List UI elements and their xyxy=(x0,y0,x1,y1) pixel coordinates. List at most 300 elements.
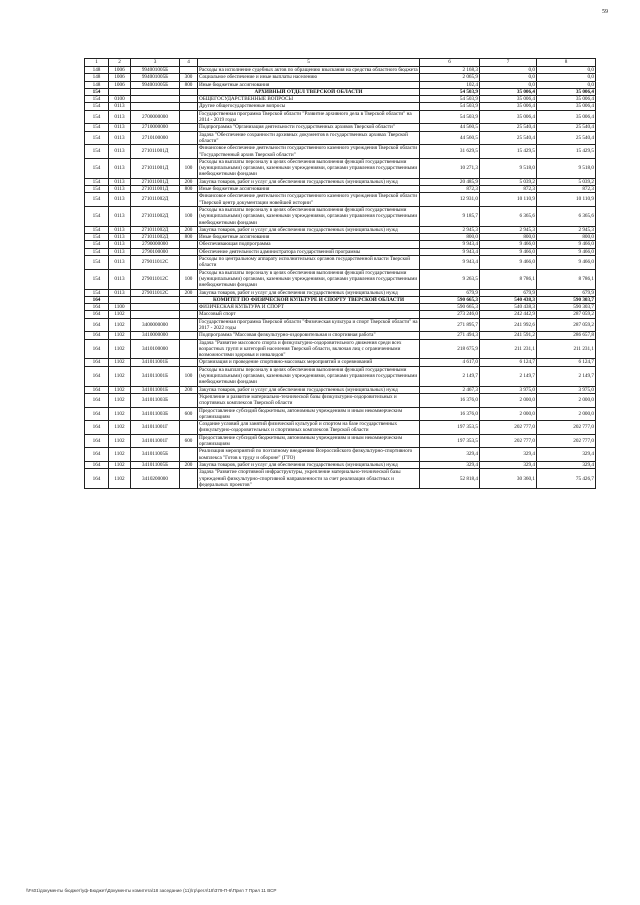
table-row xyxy=(85,311,596,318)
table-row xyxy=(85,269,596,289)
target-article-cell: 279011012С xyxy=(131,256,180,270)
amount-cell: 0,0 xyxy=(537,81,596,88)
table-row xyxy=(85,248,596,255)
amount-cell: 10 110,9 xyxy=(480,193,537,207)
amount-cell: 3 975,0 xyxy=(537,386,596,393)
table-row xyxy=(85,103,596,110)
target-article-cell: 2790100000 xyxy=(131,248,180,255)
amount-cell: 2 000,0 xyxy=(537,393,596,407)
description-cell: Государственная программа Тверской области "Физическая культура и спорт Тверской области" на 2017 - 2022 годы xyxy=(199,318,418,331)
expense-type-cell xyxy=(180,339,198,359)
target-article-cell: 2700000000 xyxy=(131,110,180,124)
table-row xyxy=(85,256,596,270)
target-article-cell: 341011003Б xyxy=(131,407,180,421)
expense-type-cell xyxy=(180,241,198,248)
amount-cell: 6 124,7 xyxy=(537,359,596,366)
amount-cell: 35 006,4 xyxy=(537,88,596,95)
target-article-cell: 271011001Д xyxy=(131,158,180,178)
table-row xyxy=(85,366,596,386)
amount-cell: 35 006,4 xyxy=(480,96,537,103)
description-cell: Предоставление субсидий бюджетным, автономным учреждениям и иным некоммерческим организациям xyxy=(198,407,420,421)
amount-cell: 590 303,7 xyxy=(537,296,596,303)
expense-type-cell: 600 xyxy=(180,434,198,448)
description-cell: Реализация мероприятий по поэтапному внедрению Всероссийского физкультурно-спортивного комплекса "Готов к труду и обороне" (ГТО) xyxy=(198,448,420,462)
description-cell: Другие общегосударственные вопросы xyxy=(198,103,420,110)
target-article-cell: 3410200000 xyxy=(131,469,180,489)
description-cell: Задача "Обеспечение сохранности архивных документов в государственных архивах Тверской области" xyxy=(198,131,420,145)
target-article-cell: 341011003Б xyxy=(131,393,180,407)
amount-cell: 9 518,0 xyxy=(537,158,596,178)
description-cell: Социальное обеспечение и иные выплаты населению xyxy=(198,74,420,81)
amount-cell: 9 263,5 xyxy=(420,269,480,289)
description-cell: Финансовое обеспечение деятельности государственного казенного учреждения Тверской области "Государственный архив Тверской области" xyxy=(198,145,420,159)
admin-code-cell: 154 xyxy=(85,241,109,248)
description-cell: Создание условий для занятий физической культурой и спортом на базе государственных физкультурно-оздоровительных и спортивных комплексов Тверской области xyxy=(198,421,420,435)
section-code-cell: 0113 xyxy=(109,186,131,193)
amount-cell: 329,4 xyxy=(537,461,596,468)
amount-cell: 329,4 xyxy=(480,448,537,462)
section-code-cell: 0113 xyxy=(109,145,131,159)
admin-code-cell: 154 xyxy=(85,256,109,270)
admin-code-cell: 154 xyxy=(85,178,109,185)
table-row xyxy=(85,386,596,393)
admin-code-cell: 164 xyxy=(85,434,109,448)
section-code-cell: 1006 xyxy=(109,74,131,81)
description-cell: Закупка товаров, работ и услуг для обеспечения государственных (муниципальных) нужд xyxy=(198,461,420,468)
amount-cell: 0,0 xyxy=(537,74,596,81)
table-row xyxy=(85,234,596,241)
section-code-cell: 0113 xyxy=(109,131,131,145)
amount-cell: 16 376,0 xyxy=(420,393,480,407)
expense-type-cell xyxy=(180,359,198,366)
target-article-cell: 2790000000 xyxy=(131,241,180,248)
admin-code-cell: 164 xyxy=(85,461,109,468)
amount-cell: 590 665,3 xyxy=(420,296,480,303)
amount-cell: 25 540,4 xyxy=(480,124,537,131)
amount-cell: 9 466,0 xyxy=(537,248,596,255)
amount-cell: 872,3 xyxy=(420,186,480,193)
amount-cell: 2 945,3 xyxy=(480,226,537,233)
admin-code-cell: 164 xyxy=(85,421,109,435)
amount-cell: 590 303,7 xyxy=(537,304,596,311)
section-code-cell: 1006 xyxy=(109,81,131,88)
section-code-cell: 0113 xyxy=(109,206,131,226)
admin-code-cell: 164 xyxy=(85,448,109,462)
amount-cell: 9 466,0 xyxy=(480,256,537,270)
section-code-cell: 1102 xyxy=(109,386,131,393)
amount-cell: 540 438,3 xyxy=(480,304,537,311)
target-article-cell: 271011001Д xyxy=(131,178,180,185)
expense-type-cell xyxy=(180,103,198,110)
amount-cell: 2 945,3 xyxy=(420,226,480,233)
expense-type-cell xyxy=(180,131,198,145)
amount-cell: 5 039,2 xyxy=(537,178,596,185)
column-header: 2 xyxy=(109,59,131,67)
expense-type-cell: 200 xyxy=(180,461,198,468)
amount-cell: 9 518,0 xyxy=(480,158,537,178)
amount-cell: 16 376,0 xyxy=(420,407,480,421)
table-row xyxy=(85,193,596,207)
section-code-cell: 1102 xyxy=(109,393,131,407)
amount-cell: 30 360,1 xyxy=(480,469,537,489)
target-article-cell xyxy=(131,103,180,110)
section-code-cell: 1102 xyxy=(109,421,131,435)
amount-cell: 2 149,7 xyxy=(537,366,596,386)
section-code-cell: 0113 xyxy=(109,226,131,233)
amount-cell: 197 353,5 xyxy=(420,421,480,435)
amount-cell: 35 006,4 xyxy=(480,88,537,95)
description-cell: АРХИВНЫЙ ОТДЕЛ ТВЕРСКОЙ ОБЛАСТИ xyxy=(198,88,420,95)
admin-code-cell: 154 xyxy=(85,206,109,226)
amount-cell: 15 429,5 xyxy=(480,145,537,159)
table-row xyxy=(85,226,596,233)
section-code-cell: 0113 xyxy=(109,234,131,241)
amount-cell: 2 000,0 xyxy=(537,407,596,421)
section-code-cell: 0113 xyxy=(109,158,131,178)
table-row xyxy=(85,296,596,303)
amount-cell: 31 629,5 xyxy=(420,145,480,159)
amount-cell: 15 429,5 xyxy=(537,145,596,159)
target-article-cell xyxy=(131,88,180,95)
budget-table xyxy=(84,58,596,489)
admin-code-cell: 148 xyxy=(85,67,109,74)
amount-cell: 9 943,4 xyxy=(420,241,480,248)
expense-type-cell: 600 xyxy=(180,407,198,421)
expense-type-cell xyxy=(180,448,198,462)
section-code-cell: 0113 xyxy=(109,110,131,124)
amount-cell: 202 777,0 xyxy=(537,434,596,448)
admin-code-cell: 154 xyxy=(85,96,109,103)
amount-cell: 20 485,9 xyxy=(420,178,480,185)
table-row xyxy=(85,448,596,462)
amount-cell: 329,4 xyxy=(480,461,537,468)
section-code-cell: 0113 xyxy=(109,178,131,185)
amount-cell: 202 777,0 xyxy=(480,434,537,448)
amount-cell: 9 943,4 xyxy=(420,248,480,255)
amount-cell: 75 426,7 xyxy=(537,469,596,489)
description-cell: Подпрограмма "Массовая физкультурно-оздоровительная и спортивная работа" xyxy=(198,332,420,339)
expense-type-cell: 100 xyxy=(180,206,198,226)
section-code-cell: 1102 xyxy=(109,407,131,421)
section-code-cell: 0113 xyxy=(109,124,131,131)
description-cell: КОМИТЕТ ПО ФИЗИЧЕСКОЙ КУЛЬТУРЕ И СПОРТУ ТВЕРСКОЙ ОБЛАСТИ xyxy=(198,296,420,303)
table-row xyxy=(85,469,596,489)
admin-code-cell: 154 xyxy=(85,158,109,178)
amount-cell: 10 271,3 xyxy=(420,158,480,178)
table-row xyxy=(85,145,596,159)
target-article-cell: 994001005Б xyxy=(131,81,180,88)
table-row xyxy=(85,158,596,178)
amount-cell: 202 777,0 xyxy=(480,421,537,435)
section-code-cell: 0113 xyxy=(109,248,131,255)
target-article-cell: 994001005Б xyxy=(131,74,180,81)
admin-code-cell: 154 xyxy=(85,88,109,95)
description-cell: Расходы на выплаты персоналу в целях обеспечения выполнения функций государственными (муниципальными) органами, казенными учреждениями, органами управления государственными внебюджетными фондами xyxy=(198,158,420,178)
expense-type-cell xyxy=(180,124,198,131)
table-row xyxy=(85,206,596,226)
description-cell: Иные бюджетные ассигнования xyxy=(198,81,420,88)
target-article-cell xyxy=(131,311,180,318)
amount-cell: 241 591,2 xyxy=(480,332,537,339)
expense-type-cell: 800 xyxy=(180,234,198,241)
admin-code-cell: 148 xyxy=(85,81,109,88)
target-article-cell: 341011001Б xyxy=(131,359,180,366)
expense-type-cell: 200 xyxy=(180,386,198,393)
column-header: 8 xyxy=(537,59,596,67)
column-header: 7 xyxy=(480,59,537,67)
amount-cell: 2 000,0 xyxy=(480,407,537,421)
amount-cell: 2 149,7 xyxy=(480,366,537,386)
expense-type-cell xyxy=(180,304,198,311)
target-article-cell: 341011001Г xyxy=(131,434,180,448)
expense-type-cell xyxy=(180,469,198,489)
amount-cell: 273 246,0 xyxy=(420,311,480,318)
target-article-cell: 341011005Б xyxy=(131,461,180,468)
amount-cell: 5 039,2 xyxy=(480,178,537,185)
amount-cell: 2 467,3 xyxy=(420,386,480,393)
admin-code-cell: 154 xyxy=(85,248,109,255)
amount-cell: 211 231,1 xyxy=(480,339,537,359)
admin-code-cell: 164 xyxy=(85,393,109,407)
target-article-cell: 3400000000 xyxy=(131,318,180,332)
description-cell: Обеспечение деятельности администратора государственной программы xyxy=(198,248,420,255)
amount-cell: 9 943,4 xyxy=(420,256,480,270)
section-code-cell: 0113 xyxy=(109,289,131,296)
expense-type-cell: 800 xyxy=(180,81,198,88)
amount-cell: 211 231,1 xyxy=(537,339,596,359)
amount-cell: 286 657,8 xyxy=(537,332,596,339)
table-row xyxy=(85,359,596,366)
table-row xyxy=(85,407,596,421)
description-cell: Подпрограмма "Организация деятельности государственных архивов Тверской области" xyxy=(198,124,420,131)
admin-code-cell: 164 xyxy=(85,366,109,386)
expense-type-cell xyxy=(180,311,198,318)
expense-type-cell: 300 xyxy=(180,74,198,81)
amount-cell: 329,4 xyxy=(537,448,596,462)
amount-cell: 329,4 xyxy=(420,461,480,468)
section-code-cell: 1006 xyxy=(109,67,131,74)
section-code-cell: 1102 xyxy=(109,311,131,318)
table-row xyxy=(85,318,596,332)
admin-code-cell: 164 xyxy=(85,469,109,489)
admin-code-cell: 164 xyxy=(85,304,109,311)
section-code-cell: 0113 xyxy=(109,193,131,207)
amount-cell: 679,9 xyxy=(480,289,537,296)
target-article-cell: 271011002Д xyxy=(131,193,180,207)
amount-cell: 54 503,9 xyxy=(420,103,480,110)
expense-type-cell: 800 xyxy=(180,186,198,193)
target-article-cell: 2710100000 xyxy=(131,131,180,145)
admin-code-cell: 154 xyxy=(85,145,109,159)
amount-cell: 0,0 xyxy=(537,67,596,74)
table-row xyxy=(85,67,596,74)
amount-cell: 872,3 xyxy=(480,186,537,193)
column-header: 6 xyxy=(420,59,480,67)
table-row xyxy=(85,304,596,311)
table-row xyxy=(85,461,596,468)
amount-cell: 242 442,9 xyxy=(480,311,537,318)
table-row xyxy=(85,88,596,95)
amount-cell: 54 503,9 xyxy=(420,96,480,103)
target-article-cell: 341011005Б xyxy=(131,448,180,462)
section-code-cell: 1102 xyxy=(109,359,131,366)
admin-code-cell: 154 xyxy=(85,193,109,207)
target-article-cell: 3410100000 xyxy=(131,339,180,359)
amount-cell: 9 466,0 xyxy=(480,241,537,248)
description-cell: ФИЗИЧЕСКАЯ КУЛЬТУРА И СПОРТ xyxy=(198,304,420,311)
description-cell: Укрепление и развитие материально-технической базы физкультурно-оздоровительных и спортивных комплексов Тверской области xyxy=(198,393,420,407)
section-code-cell: 1102 xyxy=(109,339,131,359)
target-article-cell: 341011001Б xyxy=(131,366,180,386)
target-article-cell: 279011012С xyxy=(131,289,180,296)
amount-cell: 271 895,7 xyxy=(420,318,480,332)
amount-cell: 9 466,0 xyxy=(537,241,596,248)
section-code-cell: 1102 xyxy=(109,366,131,386)
expense-type-cell xyxy=(180,67,198,74)
file-path-footer: \\Fs01\документы бюджет\уф-Бюджет\Документы комитета\18 заседание (11)\гр\регл\18\379-П-6\Прил 7 Прил 11 ВСР xyxy=(26,888,277,893)
description-cell: Предоставление субсидий бюджетным, автономным учреждениям и иным некоммерческим организациям xyxy=(198,434,420,448)
amount-cell: 2 065,9 xyxy=(420,74,480,81)
admin-code-cell: 154 xyxy=(85,186,109,193)
amount-cell: 2 149,7 xyxy=(420,366,480,386)
amount-cell: 9 185,7 xyxy=(420,206,480,226)
target-article-cell xyxy=(131,96,180,103)
target-article-cell: 279011012С xyxy=(131,269,180,289)
table-row xyxy=(85,434,596,448)
expense-type-cell xyxy=(180,256,198,270)
admin-code-cell: 154 xyxy=(85,124,109,131)
description-cell: Закупка товаров, работ и услуг для обеспечения государственных (муниципальных) нужд xyxy=(198,226,420,233)
section-code-cell: 0113 xyxy=(109,103,131,110)
amount-cell: 241 992,6 xyxy=(480,318,537,332)
table-row xyxy=(85,289,596,296)
section-code-cell xyxy=(109,88,131,95)
amount-cell: 6 365,6 xyxy=(480,206,537,226)
amount-cell: 197 353,5 xyxy=(420,434,480,448)
amount-cell: 44 560,5 xyxy=(420,131,480,145)
description-cell: Иные бюджетные ассигнования xyxy=(198,234,420,241)
amount-cell: 3 975,0 xyxy=(480,386,537,393)
target-article-cell xyxy=(131,296,180,303)
amount-cell: 0,0 xyxy=(480,67,537,74)
column-header: 1 xyxy=(85,59,109,67)
description-cell: Расходы на выплаты персоналу в целях обеспечения выполнения функций государственными (муниципальными) органами, казенными учреждениями, органами управления государственными внебюджетными фондами xyxy=(198,206,420,226)
admin-code-cell: 154 xyxy=(85,269,109,289)
table-row xyxy=(85,110,596,124)
admin-code-cell: 154 xyxy=(85,289,109,296)
admin-code-cell: 164 xyxy=(85,386,109,393)
admin-code-cell: 164 xyxy=(85,332,109,339)
amount-cell: 8 786,1 xyxy=(480,269,537,289)
admin-code-cell: 154 xyxy=(85,103,109,110)
amount-cell: 52 818,4 xyxy=(420,469,480,489)
expense-type-cell xyxy=(180,110,198,124)
amount-cell: 35 006,4 xyxy=(537,103,596,110)
description-cell: Расходы на выплаты персоналу в целях обеспечения выполнения функций государственными (муниципальными) органами, казенными учреждениями, органами управления государственными внебюджетными фондами xyxy=(198,269,420,289)
section-code-cell: 1102 xyxy=(109,434,131,448)
table-header-row xyxy=(85,59,596,67)
amount-cell: 6 365,6 xyxy=(537,206,596,226)
amount-cell: 329,4 xyxy=(420,448,480,462)
table-row xyxy=(85,96,596,103)
amount-cell: 8 786,1 xyxy=(537,269,596,289)
table-row xyxy=(85,74,596,81)
column-header: 4 xyxy=(180,59,198,67)
target-article-cell: 271011001Д xyxy=(131,186,180,193)
amount-cell: 35 006,4 xyxy=(537,110,596,124)
admin-code-cell: 148 xyxy=(85,74,109,81)
description-cell: Закупка товаров, работ и услуг для обеспечения государственных (муниципальных) нужд xyxy=(198,386,420,393)
amount-cell: 54 503,9 xyxy=(420,88,480,95)
table-row xyxy=(85,186,596,193)
description-cell: Государственная программа Тверской области "Развитие архивного дела в Тверской области" на 2014 - 2019 годы xyxy=(198,110,420,124)
amount-cell: 25 540,4 xyxy=(480,131,537,145)
amount-cell: 271 494,3 xyxy=(420,332,480,339)
admin-code-cell: 154 xyxy=(85,234,109,241)
table-row xyxy=(85,131,596,145)
expense-type-cell xyxy=(180,393,198,407)
expense-type-cell: 100 xyxy=(180,269,198,289)
description-cell: Задача "Развитие спортивной инфраструктуры, укрепление материально-технической базы учреждений физкультурно-спортивной направленности за счет реализации областных и федеральных проектов" xyxy=(198,469,420,489)
table-row xyxy=(85,393,596,407)
amount-cell: 4 617,0 xyxy=(420,359,480,366)
amount-cell: 800,0 xyxy=(480,234,537,241)
target-article-cell: 271011002Д xyxy=(131,234,180,241)
amount-cell: 800,0 xyxy=(420,234,480,241)
amount-cell: 287 059,2 xyxy=(537,318,596,332)
amount-cell: 872,3 xyxy=(537,186,596,193)
amount-cell: 287 059,2 xyxy=(537,311,596,318)
expense-type-cell: 100 xyxy=(180,366,198,386)
amount-cell: 25 540,4 xyxy=(537,124,596,131)
expense-type-cell xyxy=(180,248,198,255)
table-body xyxy=(85,67,596,489)
table-row xyxy=(85,332,596,339)
description-cell: Иные бюджетные ассигнования xyxy=(198,186,420,193)
expense-type-cell xyxy=(180,296,198,303)
admin-code-cell: 154 xyxy=(85,226,109,233)
table-row xyxy=(85,178,596,185)
column-header: 5 xyxy=(198,59,420,67)
description-cell: Расходы на выплаты персоналу в целях обеспечения выполнения функций государственными (муниципальными) органами, казенными учреждениями, органами управления государственными внебюджетными фондами xyxy=(198,366,420,386)
admin-code-cell: 154 xyxy=(85,131,109,145)
target-article-cell: 994001005Б xyxy=(131,67,180,74)
admin-code-cell: 154 xyxy=(85,110,109,124)
table-row xyxy=(85,339,596,359)
expense-type-cell: 200 xyxy=(180,289,198,296)
target-article-cell: 271011002Д xyxy=(131,226,180,233)
amount-cell: 590 665,3 xyxy=(420,304,480,311)
description-cell: Массовый спорт xyxy=(198,311,420,318)
amount-cell: 10 110,9 xyxy=(537,193,596,207)
admin-code-cell: 164 xyxy=(85,318,109,332)
description-cell: Расходы по центральному аппарату исполнительных органов государственной власти Тверской области xyxy=(198,256,420,270)
admin-code-cell: 164 xyxy=(85,359,109,366)
amount-cell: 35 006,4 xyxy=(480,103,537,110)
section-code-cell: 1102 xyxy=(109,469,131,489)
amount-cell: 54 503,9 xyxy=(420,110,480,124)
description-cell: Расходы на исполнение судебных актов по обращению взыскания на средства областного бюджета xyxy=(199,67,418,73)
amount-cell: 12 931,0 xyxy=(420,193,480,207)
expense-type-cell xyxy=(180,88,198,95)
expense-type-cell: 200 xyxy=(180,178,198,185)
section-code-cell xyxy=(109,296,131,303)
table-row xyxy=(85,81,596,88)
amount-cell: 0,0 xyxy=(480,74,537,81)
description-cell: Закупка товаров, работ и услуг для обеспечения государственных (муниципальных) нужд xyxy=(198,178,420,185)
column-header: 3 xyxy=(131,59,180,67)
admin-code-cell: 164 xyxy=(85,407,109,421)
